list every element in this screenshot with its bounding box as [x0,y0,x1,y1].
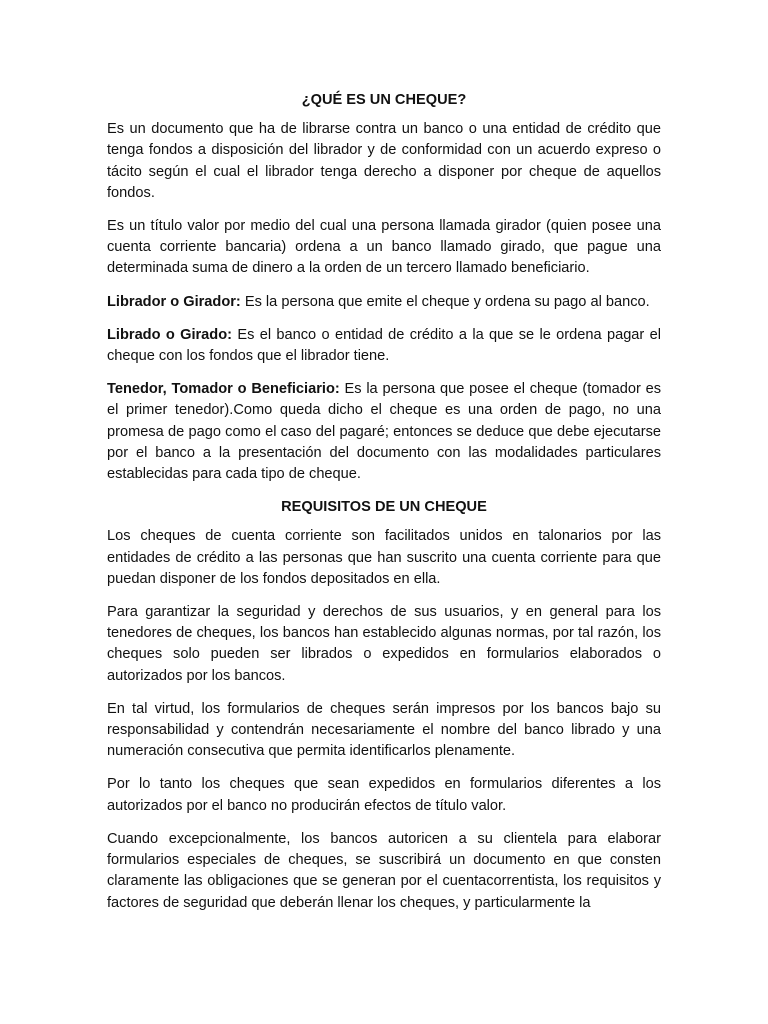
section-paragraph: Para garantizar la seguridad y derechos de sus usuarios, y en general para los tenedores de cheques, los bancos han establecido algunas normas, por tal razón, los cheques solo pueden ser librados o expedidos en formularios elaborados o autorizados por los bancos. [107,604,661,684]
section-paragraph: Por lo tanto los cheques que sean expedidos en formularios diferentes a los autorizados por el banco no producirán efectos de título valor. [107,776,661,814]
definition-text: Es el banco o entidad de crédito a la que se le ordena pagar el cheque con los fondos que el librador tiene. [107,326,661,365]
section-paragraph: Los cheques de cuenta corriente son facilitados unidos en talonarios por las entidades de crédito a las personas que han suscrito una cuenta corriente para que puedan disponer de los fondos depositados en ella. [107,528,661,587]
definition-term: Librador o Girador: [107,293,241,310]
definition-librado [107,325,661,367]
definition-tenedor [107,379,661,485]
definition-text: Es la persona que posee el cheque (tomador es el primer tenedor).Como queda dicho el cheque es una orden de pago, no una promesa de pago como el caso del pagaré; entonces se deduce que debe ejecutarse por el banco a la presentación del documento con las modalidades particulares establecidas para cada tipo de cheque. [107,381,662,483]
section-paragraph: En tal virtud, los formularios de cheques serán impresos por los bancos bajo su responsabilidad y contendrán necesariamente el nombre del banco librado y una numeración consecutiva que permita identificarlos plenamente. [107,700,661,760]
definition-term: Librado o Girado: [107,326,232,343]
document-page [107,90,661,926]
intro-paragraph: Es un documento que ha de librarse contra un banco o una entidad de crédito que tenga fondos a disposición del librador y de conformidad con un acuerdo expreso o tácito según el cual el librador tenga derecho a disponer por cheque de aquellos fondos. [107,121,661,201]
definition-librador [107,292,661,313]
definition-term: Tenedor, Tomador o Beneficiario: [107,381,340,398]
intro-paragraph: Es un título valor por medio del cual una persona llamada girador (quien posee una cuenta corriente bancaria) ordena a un banco llamado girado, que pague una determinada suma de dinero a la orden de un tercero llamado beneficiario. [107,218,661,277]
section-title: REQUISITOS DE UN CHEQUE [281,499,487,516]
definition-text: Es la persona que emite el cheque y ordena su pago al banco. [240,293,650,310]
section-paragraph: Cuando excepcionalmente, los bancos autoricen a su clientela para elaborar formularios especiales de cheques, se suscribirá un documento en que consten claramente las obligaciones que se generan por el cuentacorrentista, los requisitos y factores de seguridad que deberán llenar los cheques, y particularmente la [107,830,661,911]
document-title: ¿QUÉ ES UN CHEQUE? [301,92,467,108]
